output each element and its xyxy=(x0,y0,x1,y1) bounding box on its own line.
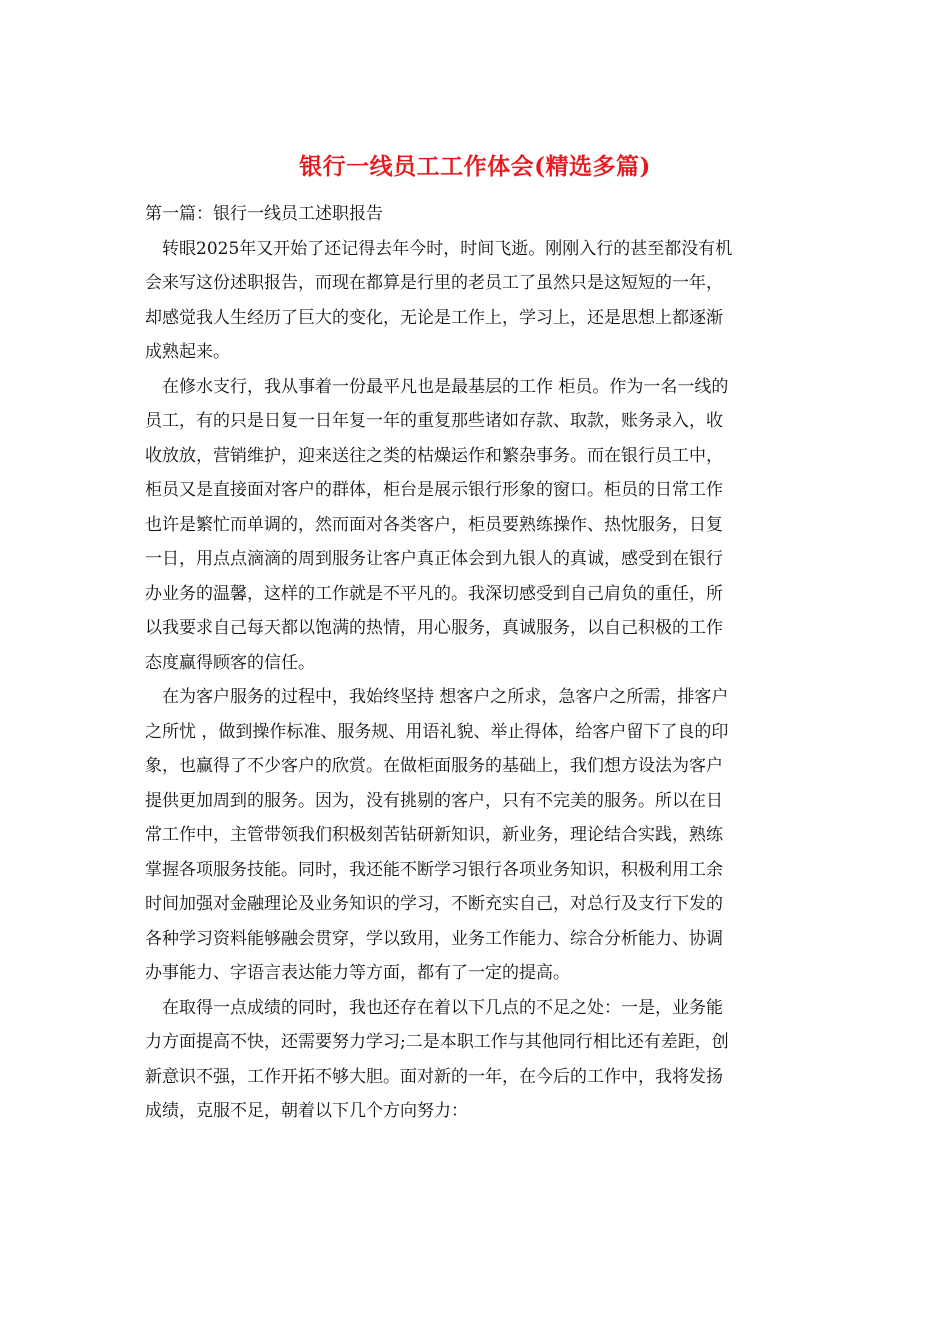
paragraph-line: 员工，有的只是日复一日年复一年的重复那些诸如存款、取款，账务录入，收 xyxy=(145,411,723,431)
paragraph-line: 在取得一点成绩的同时，我也还存在着以下几点的不足之处：一是，业务能 xyxy=(162,997,723,1018)
paragraph-line: 掌握各项服务技能。同时，我还能不断学习银行各项业务知识，积极利用工余 xyxy=(145,859,723,880)
paragraph-line: 在为客户服务的过程中，我始终坚持 想客户之所求，急客户之所需，排客户 xyxy=(162,687,729,707)
paragraph-1 xyxy=(145,232,807,370)
paragraph-line: 常工作中，主管带领我们积极刻苦钻研新知识，新业务，理论结合实践，熟练 xyxy=(145,825,723,845)
paragraph-line: 各种学习资料能够融会贯穿，学以致用，业务工作能力、综合分析能力、协调 xyxy=(145,928,723,949)
paragraph-line: 提供更加周到的服务。因为，没有挑剔的客户，只有不完美的服务。所以在日 xyxy=(145,790,723,811)
paragraph-line: 却感觉我人生经历了巨大的变化，无论是工作上，学习上，还是思想上都逐渐 xyxy=(145,307,723,328)
document-title: 银行一线员工工作体会(精选多篇) xyxy=(299,153,651,180)
paragraph-line: 力方面提高不快，还需要努力学习;二是本职工作与其他同行相比还有差距，创 xyxy=(145,1032,729,1052)
paragraph-line: 时间加强对金融理论及业务知识的学习，不断充实自己，对总行及支行下发的 xyxy=(145,894,723,914)
paragraph-line: 以我要求自己每天都以饱满的热情，用心服务，真诚服务，以自己积极的工作 xyxy=(145,618,723,638)
paragraph-line: 办事能力、字语言表达能力等方面，都有了一定的提高。 xyxy=(145,963,570,983)
paragraph-line: 象，也赢得了不少客户的欣赏。在做柜面服务的基础上，我们想方设法为客户 xyxy=(145,756,723,776)
paragraph-line: 转眼2025年又开始了还记得去年今时，时间飞逝。刚刚入行的甚至都没有机 xyxy=(162,238,733,259)
paragraph-3 xyxy=(145,680,807,991)
paragraph-line: 新意识不强，工作开拓不够大胆。面对新的一年，在今后的工作中，我将发扬 xyxy=(145,1066,723,1087)
paragraph-line: 一日，用点点滴滴的周到服务让客户真正体会到九银人的真诚，感受到在银行 xyxy=(145,549,723,569)
paragraph-line: 会来写这份述职报告，而现在都算是行里的老员工了虽然只是这短短的一年， xyxy=(145,273,723,293)
paragraph-4 xyxy=(145,991,807,1129)
paragraph-2 xyxy=(145,370,807,681)
paragraph-line: 态度赢得顾客的信任。 xyxy=(145,652,315,673)
paragraph-line: 柜员又是直接面对客户的群体，柜台是展示银行形象的窗口。柜员的日常工作 xyxy=(145,480,723,500)
section-heading: 第一篇：银行一线员工述职报告 xyxy=(145,204,383,224)
paragraph-line: 之所忧 ，做到操作标准、服务规、用语礼貌、举止得体，给客户留下了良的印 xyxy=(145,721,729,742)
paragraph-line: 办业务的温馨，这样的工作就是不平凡的。我深切感受到自己肩负的重任，所 xyxy=(145,583,723,604)
document-body xyxy=(145,197,807,1129)
paragraph-line: 成绩，克服不足，朝着以下几个方向努力： xyxy=(145,1101,468,1121)
paragraph-line: 也许是繁忙而单调的，然而面对各类客户，柜员要熟练操作、热忱服务，日复 xyxy=(145,514,723,535)
paragraph-line: 成熟起来。 xyxy=(145,342,230,362)
paragraph-line: 在修水支行，我从事着一份最平凡也是最基层的工作 柜员。作为一名一线的 xyxy=(162,376,729,397)
paragraph-line: 收放放，营销维护，迎来送往之类的枯燥运作和繁杂事务。而在银行员工中， xyxy=(145,445,723,466)
